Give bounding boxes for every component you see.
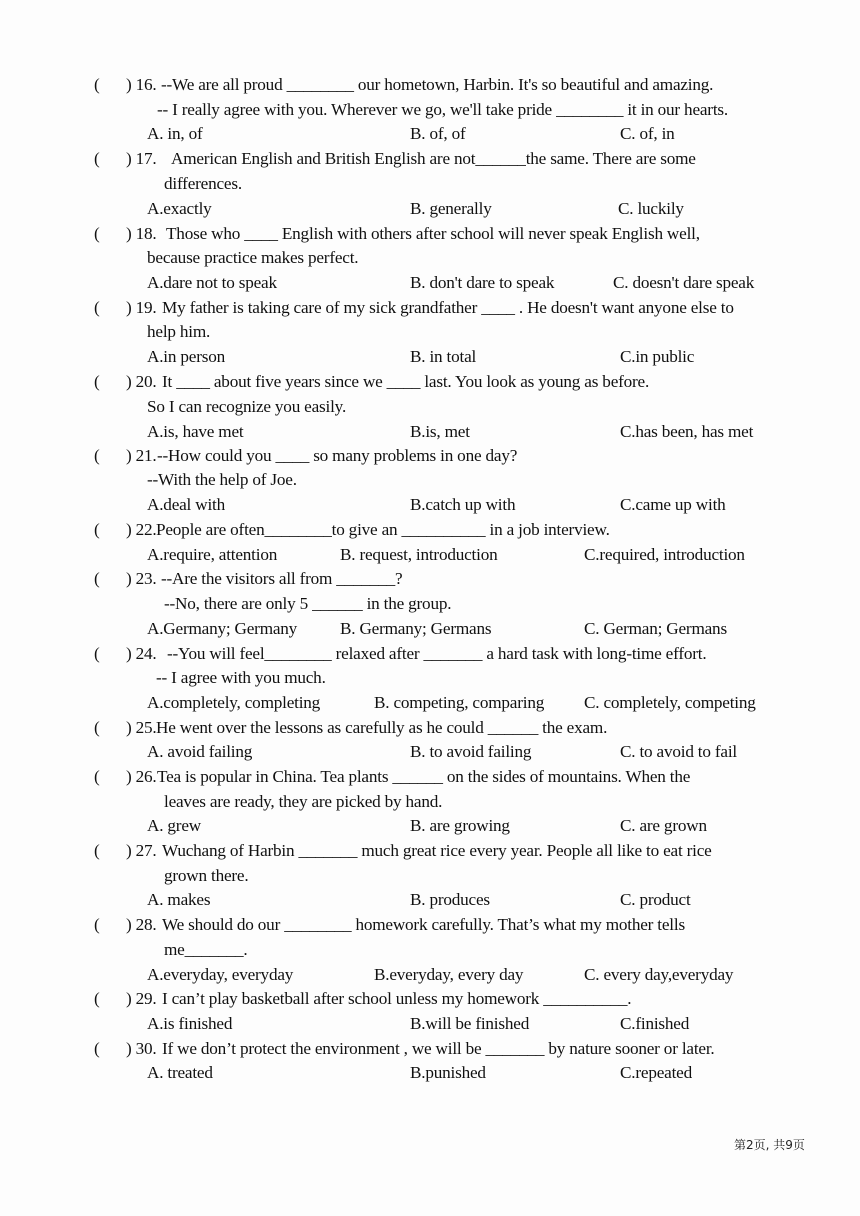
question-text: leaves are ready, they are picked by hand. [164,792,443,811]
option-b[interactable]: B.everyday, every day [374,965,524,984]
question-text: He went over the lessons as carefully as he could ______ the exam. [156,718,608,737]
question-text: If we don’t protect the environment , we will be _______ by nature sooner or later. [162,1039,715,1058]
question-text: So I can recognize you easily. [147,397,347,416]
question-text: -- I agree with you much. [156,668,326,687]
answer-bracket[interactable]: ( [94,767,100,786]
option-c[interactable]: C. doesn't dare speak [613,273,755,292]
question-number: ) 22. [126,520,157,539]
option-a[interactable]: A. in, of [147,124,203,143]
question-text: --How could you ____ so many problems in one day? [157,446,518,465]
question-number: ) 29. [126,989,157,1008]
question-number: ) 16. [126,75,157,94]
question-number: ) 28. [126,915,157,934]
question-text: --We are all proud ________ our hometown, Harbin. It's so beautiful and amazing. [161,75,714,94]
option-c[interactable]: C.has been, has met [620,422,754,441]
option-c[interactable]: C.required, introduction [584,545,745,564]
question-text: American English and British English are not______the same. There are some [171,149,696,168]
question-text: --Are the visitors all from _______? [161,569,403,588]
answer-bracket[interactable]: ( [94,644,100,663]
option-c[interactable]: C. luckily [618,199,684,218]
answer-bracket[interactable]: ( [94,149,100,168]
answer-bracket[interactable]: ( [94,841,100,860]
question-text: My father is taking care of my sick grandfather ____ . He doesn't want anyone else to [162,298,734,317]
option-a[interactable]: A.Germany; Germany [147,619,298,638]
question-text: -- I really agree with you. Wherever we go, we'll take pride ________ it in our hearts. [157,100,728,119]
question-text: It ____ about five years since we ____ last. You look as young as before. [162,372,650,391]
option-b[interactable]: B. generally [410,199,492,218]
option-a[interactable]: A.in person [147,347,225,366]
option-c[interactable]: C. of, in [620,124,675,143]
question-number: ) 20. [126,372,157,391]
answer-bracket[interactable]: ( [94,989,100,1008]
question-text: --You will feel________ relaxed after _______ a hard task with long-time effort. [167,644,707,663]
question-text: differences. [164,174,242,193]
option-a[interactable]: A.is, have met [147,422,244,441]
option-b[interactable]: B.will be finished [410,1014,530,1033]
answer-bracket[interactable]: ( [94,1039,100,1058]
option-b[interactable]: B.punished [410,1063,486,1082]
question-text: I can’t play basketball after school unless my homework __________. [162,989,632,1008]
answer-bracket[interactable]: ( [94,224,100,243]
answer-bracket[interactable]: ( [94,520,100,539]
option-c[interactable]: C. are grown [620,816,707,835]
option-b[interactable]: B. are growing [410,816,510,835]
option-c[interactable]: C. every day,everyday [584,965,734,984]
question-number: ) 19. [126,298,157,317]
answer-bracket[interactable]: ( [94,298,100,317]
question-text: --With the help of Joe. [147,470,297,489]
option-a[interactable]: A.completely, completing [147,693,321,712]
option-c[interactable]: C.in public [620,347,695,366]
option-b[interactable]: B. competing, comparing [374,693,545,712]
option-b[interactable]: B.catch up with [410,495,516,514]
question-text: help him. [147,322,211,341]
option-c[interactable]: C.finished [620,1014,690,1033]
option-b[interactable]: B. don't dare to speak [410,273,555,292]
option-a[interactable]: A.deal with [147,495,225,514]
option-a[interactable]: A. makes [147,890,211,909]
option-b[interactable]: B. request, introduction [340,545,498,564]
question-number: ) 18. [126,224,157,243]
answer-bracket[interactable]: ( [94,915,100,934]
answer-bracket[interactable]: ( [94,569,100,588]
option-b[interactable]: B. in total [410,347,477,366]
option-a[interactable]: A. grew [147,816,201,835]
option-a[interactable]: A.dare not to speak [147,273,277,292]
option-b[interactable]: B. produces [410,890,490,909]
option-c[interactable]: C. to avoid to fail [620,742,737,761]
question-number: ) 30. [126,1039,157,1058]
question-text: Tea is popular in China. Tea plants ______ on the sides of mountains. When the [157,767,691,786]
option-c[interactable]: C. German; Germans [584,619,727,638]
question-text: People are often________to give an __________ in a job interview. [156,520,610,539]
option-b[interactable]: B.is, met [410,422,470,441]
question-number: ) 25. [126,718,157,737]
option-a[interactable]: A. avoid failing [147,742,253,761]
answer-bracket[interactable]: ( [94,75,100,94]
question-number: ) 21. [126,446,157,465]
answer-bracket[interactable]: ( [94,446,100,465]
answer-bracket[interactable]: ( [94,718,100,737]
option-a[interactable]: A.require, attention [147,545,278,564]
option-b[interactable]: B. of, of [410,124,466,143]
question-number: ) 27. [126,841,157,860]
question-text: We should do our ________ homework carefully. That’s what my mother tells [162,915,685,934]
question-number: ) 24. [126,644,157,663]
option-b[interactable]: B. Germany; Germans [340,619,492,638]
question-text: --No, there are only 5 ______ in the group. [164,594,452,613]
option-a[interactable]: A.exactly [147,199,212,218]
option-c[interactable]: C. completely, competing [584,693,756,712]
option-c[interactable]: C.repeated [620,1063,692,1082]
question-number: ) 26. [126,767,157,786]
question-number: ) 23. [126,569,157,588]
option-c[interactable]: C. product [620,890,691,909]
question-number: ) 17. [126,149,157,168]
page-footer: 第2页, 共9页 [734,1138,805,1152]
question-text: grown there. [164,866,249,885]
question-text: Those who ____ English with others after school will never speak English well, [166,224,700,243]
option-b[interactable]: B. to avoid failing [410,742,532,761]
option-c[interactable]: C.came up with [620,495,726,514]
option-a[interactable]: A.everyday, everyday [147,965,294,984]
question-text: Wuchang of Harbin _______ much great rice every year. People all like to eat rice [162,841,712,860]
option-a[interactable]: A. treated [147,1063,213,1082]
option-a[interactable]: A.is finished [147,1014,233,1033]
answer-bracket[interactable]: ( [94,372,100,391]
question-text: me_______. [164,940,248,959]
question-text: because practice makes perfect. [147,248,359,267]
